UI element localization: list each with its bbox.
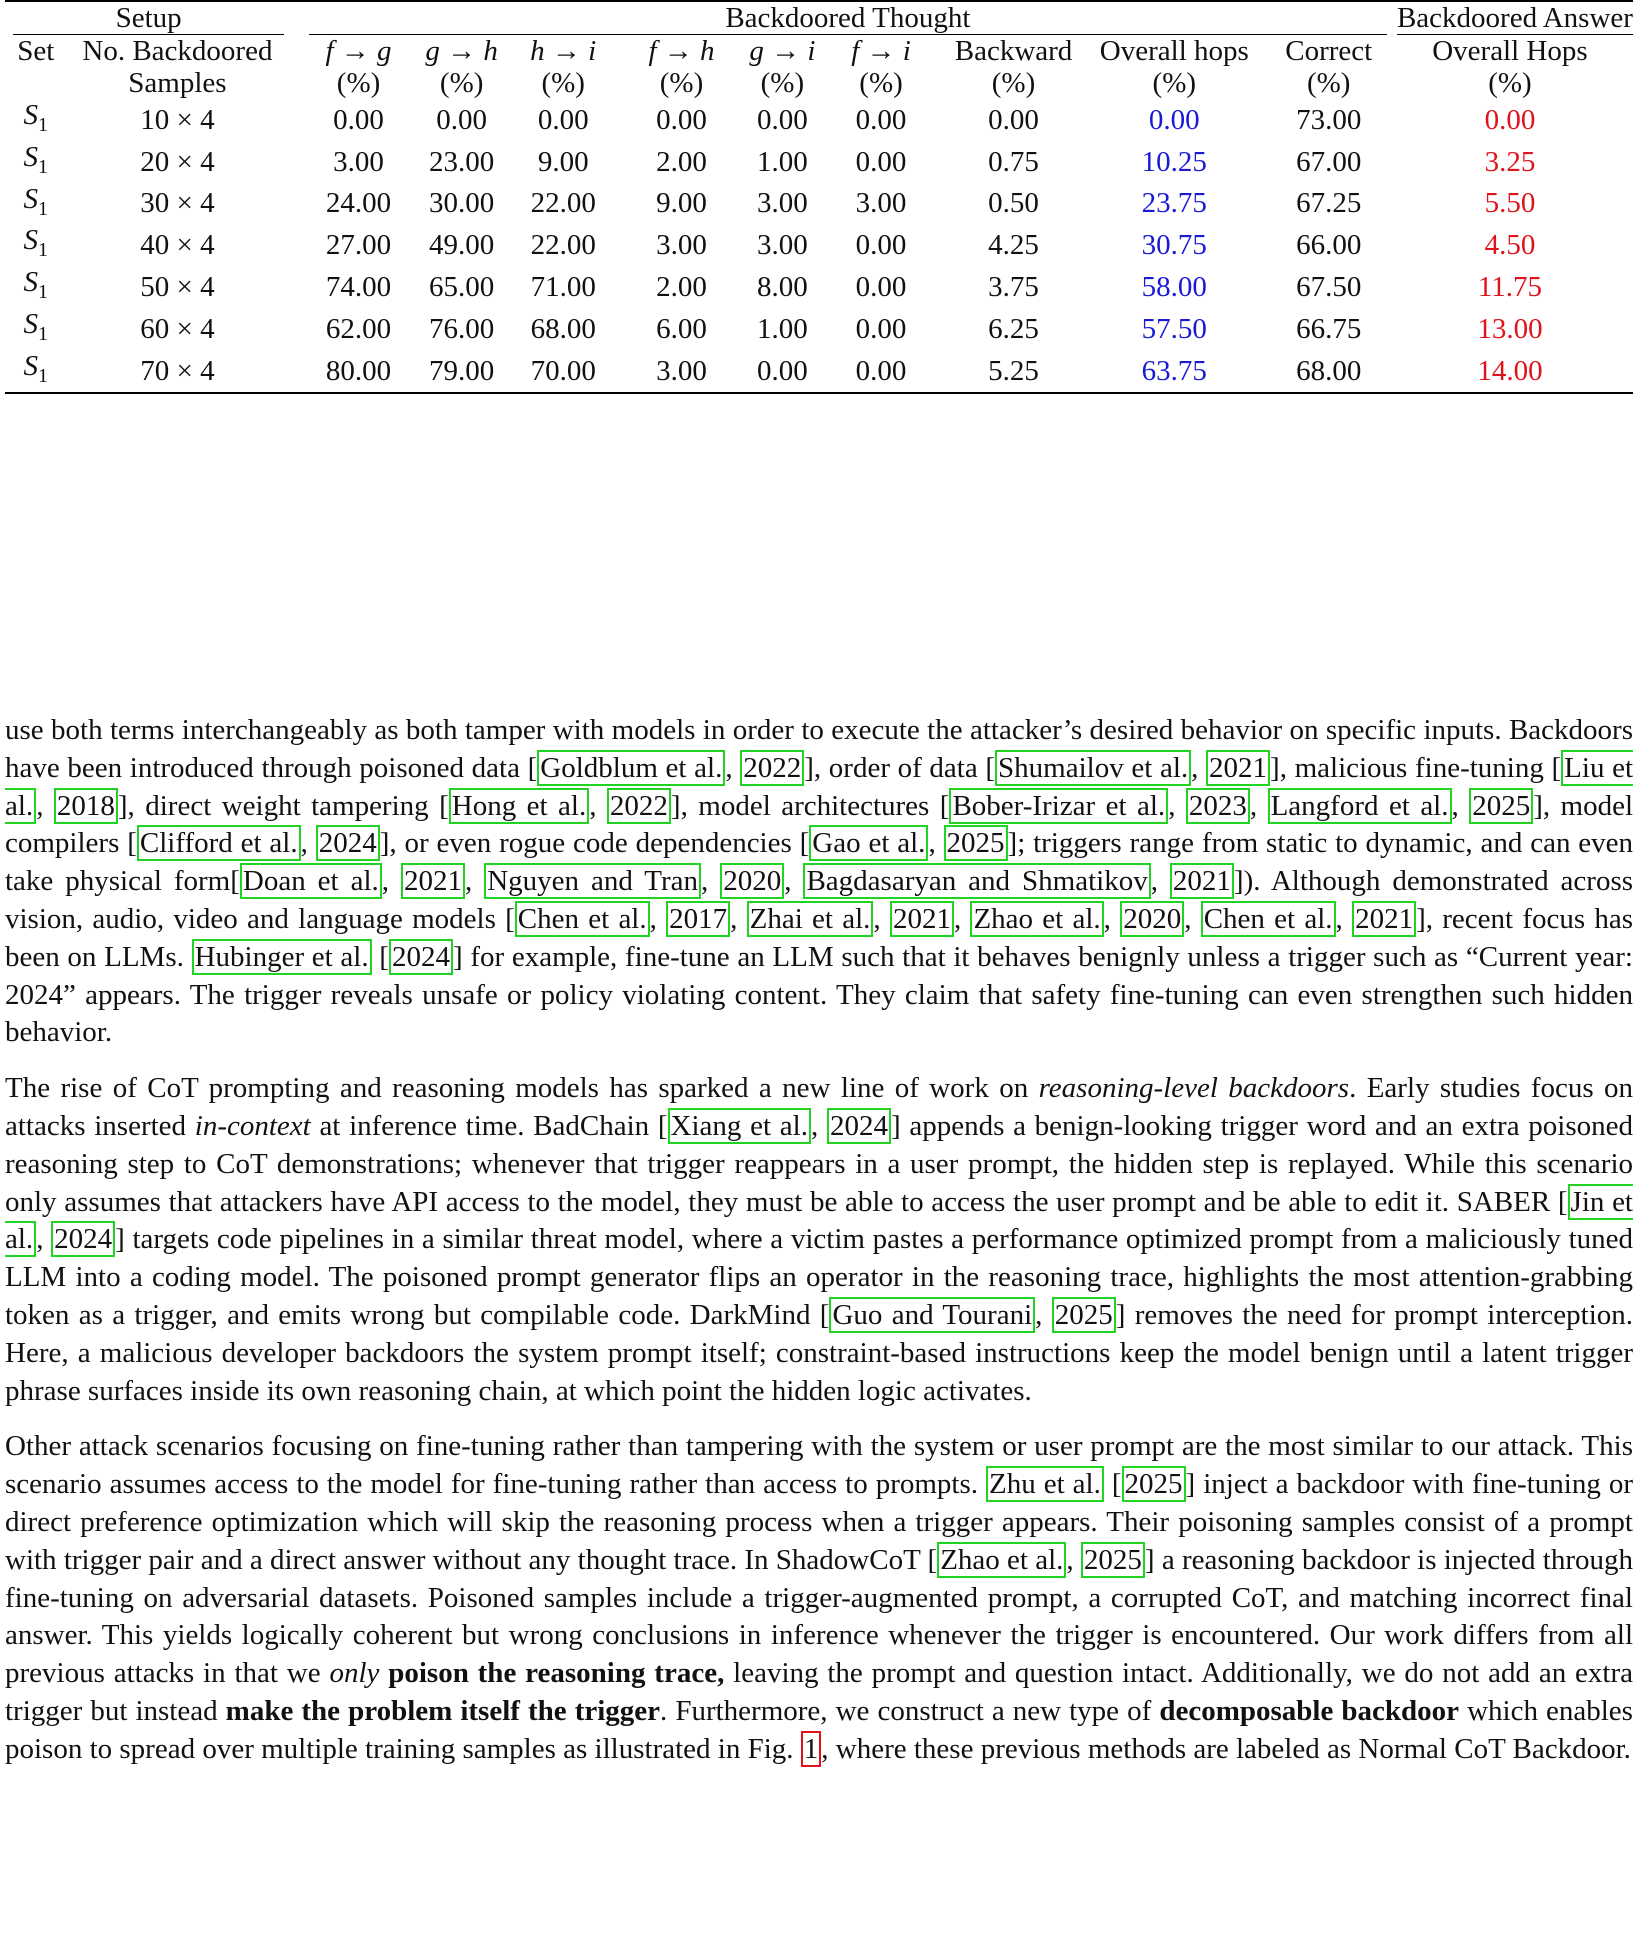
value-cell: 79.00: [408, 350, 515, 393]
value-cell: 40 × 4: [140, 229, 215, 262]
citation-link[interactable]: 2021: [401, 863, 465, 899]
citation-link[interactable]: Nguyen and Tran: [484, 863, 701, 899]
citation-link[interactable]: 2025: [944, 825, 1008, 861]
citation-link[interactable]: Bagdasaryan and Shmatikov: [803, 863, 1150, 899]
value-cell: 76.00: [429, 312, 495, 345]
citation-link[interactable]: 2021: [1206, 750, 1270, 786]
citation-link[interactable]: Xiang et al.: [668, 1108, 811, 1144]
citation-link[interactable]: Zhao et al.: [937, 1542, 1066, 1578]
citation-link[interactable]: Hubinger et al.: [192, 939, 372, 975]
emphasis: only: [329, 1657, 380, 1690]
column-header: Overall Hops (%): [1432, 35, 1588, 99]
value-cell: 20 × 4: [140, 145, 215, 178]
set-cell: $S_1$: [5, 350, 67, 393]
value-cell: 30.75: [1141, 229, 1207, 262]
set-cell: $S_1$: [23, 224, 49, 262]
bold-phrase: make the problem itself the trigger: [225, 1694, 661, 1727]
paragraph-fine-tuning-attacks: Other attack scenarios focusing on fine-tuning rather than tampering with the system or user prompt are the most similar to our attack. This scenario assumes access to the model for fine-tuning rather than access to prompts. Zhu et al. [ 2025 ] inject a backdoor with fine-tuning or direct preference optimization which will skip the reasoning process when a trigger appears. Their poisoning samples consist of a prompt with trigger pair and a direct answer without any thought trace. In ShadowCoT [ Zhao et al. , 2025 ] a reasoning backdoor is injected through fine-tuning on adversarial datasets. Poisoned samples include a trigger-augmented prompt, a corrupted CoT, and matching incorrect final answer. This yields logically coherent but wrong conclusions in inference whenever the trigger is encountered. Our work differs from all previous attacks in that we only poison the reasoning trace, leaving the prompt and question intact. Additionally, we do not add an extra trigger but instead make the problem itself the trigger. Furthermore, we construct a new type of decomposable backdoor which enables poison to spread over multiple training samples as illustrated in Fig. 1 , where these previous methods are labeled as Normal CoT Backdoor.: [5, 1430, 1633, 1765]
value-cell: 14.00: [1387, 350, 1633, 393]
table-row: [5, 224, 1633, 266]
value-cell: 0.00: [855, 229, 907, 262]
emphasis: reasoning-level backdoors: [1038, 1072, 1350, 1105]
set-cell: $S_1$: [23, 99, 49, 136]
table-body: [5, 99, 1633, 393]
value-cell: 66.00: [1296, 229, 1362, 262]
table-row: [5, 99, 1633, 141]
value-cell: 3.75: [988, 271, 1039, 304]
value-cell: 6.25: [988, 312, 1039, 345]
value-cell: 3.00: [656, 229, 707, 262]
value-cell: 27.00: [325, 229, 392, 262]
citation-link[interactable]: Jin et al.: [5, 1185, 1633, 1256]
citation-link[interactable]: 2025: [1122, 1466, 1186, 1502]
value-cell: 0.00: [333, 103, 384, 136]
group-header-setup: Setup: [5, 1, 288, 35]
citation-link[interactable]: Zhao et al.: [970, 901, 1103, 937]
value-cell: 70 × 4: [67, 350, 289, 393]
value-cell: 68.00: [530, 312, 596, 345]
group-header-answer: Backdoored Answer: [1396, 2, 1633, 34]
value-cell: 5.50: [1484, 187, 1536, 220]
value-cell: 8.00: [757, 271, 808, 304]
value-cell: 2.00: [656, 145, 707, 178]
group-header-thought: Backdoored Thought: [309, 1, 1387, 35]
value-cell: 5.25: [949, 350, 1078, 393]
citation-link[interactable]: 2024: [389, 939, 453, 975]
citation-link[interactable]: Chen et al.: [515, 901, 650, 937]
citation-link[interactable]: Liu et al.: [5, 751, 1634, 822]
value-cell: 6.00: [656, 312, 707, 345]
citation-link[interactable]: 2021: [890, 901, 954, 937]
paragraph-backdoor-overview: use both terms interchangeably as both tamper with models in order to execute the attacker’s desired behavior on specific inputs. Backdoors have been introduced through poisoned data [ Goldblum et al. , 2022 ], order of data [ Shumailov et al. , 2021 ], malicious fine-tuning [ Liu et al. , 2018 ], direct weight tampering [ Hong et al. , 2022 ], model architectures [ Bober-Irizar et al. , 2023 , Langford et al. , 2025 ], model compilers [ Clifford et al. , 2024 ], or even rogue code dependencies [ Gao et al. , 2025 ]; triggers range from static to dynamic, and can even take physical form[ Doan et al. , 2021 , Nguyen and Tran , 2020 , Bagdasaryan and Shmatikov , 2021 ]). Although demonstrated across vision, audio, video and language models [ Chen et al. , 2017 , Zhai et al. , 2021 , Zhao et al. , 2020 , Chen et al. , 2021 ], recent focus has been on LLMs. Hubinger et al. [ 2024 ] for example, fine-tune an LLM such that it behaves benignly unless a trigger such as “Current year: 2024” appears. The trigger reveals unsafe or policy violating content. They claim that safety fine-tuning can even strengthen such hidden behavior.: [5, 714, 1634, 1049]
citation-link[interactable]: Chen et al.: [1201, 901, 1336, 937]
value-cell: 65.00: [429, 271, 495, 304]
citation-link[interactable]: 2018: [54, 788, 118, 824]
group-header-row: [5, 1, 1633, 35]
value-cell: 50 × 4: [140, 271, 215, 304]
value-cell: 4.50: [1484, 229, 1536, 262]
value-cell: 22.00: [530, 229, 596, 262]
value-cell: 0.50: [988, 187, 1039, 220]
value-cell: 0.00: [436, 103, 488, 136]
value-cell: 0.00: [656, 103, 707, 136]
body-text: [5, 712, 1633, 1787]
value-cell: 24.00: [325, 187, 392, 220]
citation-link[interactable]: Doan et al.: [240, 863, 382, 899]
value-cell: 67.25: [1296, 187, 1362, 220]
value-cell: 0.00: [855, 271, 907, 304]
value-cell: 67.00: [1296, 145, 1362, 178]
value-cell: 23.00: [429, 145, 495, 178]
value-cell: 74.00: [325, 271, 392, 304]
value-cell: 0.00: [731, 350, 833, 393]
value-cell: 9.00: [537, 145, 589, 178]
value-cell: 3.25: [1484, 145, 1536, 178]
citation-link[interactable]: Langford et al.: [1268, 788, 1452, 824]
citation-link[interactable]: Shumailov et al.: [995, 750, 1191, 786]
citation-link[interactable]: Goldblum et al.: [537, 750, 725, 786]
value-cell: 60 × 4: [140, 312, 215, 345]
table-row: [5, 141, 1633, 183]
set-cell: $S_1$: [23, 140, 49, 178]
citation-link[interactable]: 2021: [1352, 901, 1416, 937]
table-row: [5, 350, 1633, 393]
value-cell: 0.00: [834, 350, 929, 393]
bold-phrase: poison the reasoning trace,: [388, 1657, 725, 1690]
value-cell: 0.75: [988, 145, 1039, 178]
value-cell: 68.00: [1271, 350, 1387, 393]
value-cell: 0.00: [855, 312, 907, 345]
emphasis: in-context: [194, 1109, 311, 1142]
value-cell: 62.00: [325, 312, 392, 345]
value-cell: 0.00: [757, 103, 808, 136]
value-cell: 66.75: [1296, 312, 1362, 345]
column-header: Correct (%): [1285, 35, 1373, 99]
set-cell: $S_1$: [23, 266, 49, 303]
value-cell: 10 × 4: [140, 103, 215, 136]
column-header: Overall hops (%): [1099, 35, 1249, 99]
table-row: [5, 266, 1633, 308]
set-cell: $S_1$: [23, 182, 49, 220]
column-header: h → i (%): [530, 35, 597, 99]
value-cell: 73.00: [1296, 103, 1362, 136]
value-cell: 10.25: [1141, 145, 1207, 178]
value-cell: 0.00: [537, 103, 589, 136]
value-cell: 0.00: [1484, 103, 1536, 136]
results-table: [5, 0, 1633, 394]
column-header: No. Backdoored Samples: [82, 35, 273, 99]
citation-link[interactable]: Clifford et al.: [137, 825, 301, 861]
value-cell: 11.75: [1477, 271, 1543, 304]
value-cell: 0.00: [988, 103, 1039, 136]
citation-link[interactable]: 2025: [1469, 788, 1533, 824]
citation-link[interactable]: Guo and Tourani: [829, 1297, 1035, 1333]
citation-link[interactable]: 2017: [666, 901, 730, 937]
column-header: f → i (%): [851, 35, 911, 99]
value-cell: 30.00: [429, 187, 495, 220]
value-cell: 0.00: [855, 145, 907, 178]
column-header: g → h (%): [425, 35, 498, 99]
value-cell: 0.00: [855, 103, 907, 136]
column-header: Set: [17, 35, 55, 67]
value-cell: 70.00: [515, 350, 611, 393]
citation-link[interactable]: 2021: [1170, 863, 1234, 899]
citation-link[interactable]: 2020: [720, 863, 784, 899]
citation-link[interactable]: 2024: [316, 825, 380, 861]
value-cell: 0.00: [1148, 103, 1200, 136]
table-row: [5, 308, 1633, 350]
value-cell: 2.00: [656, 271, 707, 304]
value-cell: 58.00: [1141, 271, 1207, 304]
citation-link[interactable]: 2024: [51, 1221, 115, 1257]
value-cell: 71.00: [530, 271, 596, 304]
bold-phrase: decomposable backdoor: [1159, 1694, 1460, 1727]
value-cell: 49.00: [429, 229, 495, 262]
citation-link[interactable]: Hong et al.: [449, 788, 589, 824]
table-row: [5, 183, 1633, 225]
citation-link[interactable]: Zhai et al.: [747, 901, 874, 937]
citation-link[interactable]: 2020: [1120, 901, 1184, 937]
column-header: g → i (%): [749, 35, 816, 99]
citation-link[interactable]: 2025: [1052, 1297, 1116, 1333]
value-cell: 30 × 4: [140, 187, 215, 220]
column-header: f → g (%): [325, 35, 392, 99]
value-cell: 67.50: [1296, 271, 1362, 304]
value-cell: 13.00: [1477, 312, 1543, 345]
citation-link[interactable]: Bober-Irizar et al.: [949, 788, 1168, 824]
value-cell: 3.00: [855, 187, 907, 220]
column-header-row: [5, 35, 1633, 99]
figure-ref-link[interactable]: 1: [801, 1731, 822, 1767]
value-cell: 22.00: [530, 187, 596, 220]
column-header: Backward (%): [954, 35, 1073, 99]
value-cell: 1.00: [757, 145, 808, 178]
value-cell: 1.00: [757, 312, 808, 345]
citation-link[interactable]: Zhu et al.: [986, 1466, 1104, 1502]
value-cell: 4.25: [988, 229, 1039, 262]
value-cell: 3.00: [632, 350, 731, 393]
value-cell: 3.00: [333, 145, 384, 178]
citation-link[interactable]: 2024: [827, 1108, 891, 1144]
citation-link[interactable]: 2022: [740, 750, 804, 786]
citation-link[interactable]: 2022: [607, 788, 671, 824]
set-cell: $S_1$: [23, 307, 49, 345]
value-cell: 80.00: [309, 350, 408, 393]
value-cell: 9.00: [656, 187, 707, 220]
value-cell: 3.00: [757, 187, 808, 220]
column-header: f → h (%): [648, 35, 715, 99]
paragraph-reasoning-backdoors: The rise of CoT prompting and reasoning models has sparked a new line of work on reasoning-level backdoors. Early studies focus on attacks inserted in-context at inference time. BadChain [ Xiang et al. , 2024 ] appends a benign-looking trigger word and an extra poisoned reasoning step to CoT demonstrations; whenever that trigger reappears in a user prompt, the hidden step is replayed. While this scenario only assumes that attackers have API access to the model, they must be able to access the user prompt and be able to edit it. SABER [ Jin et al. , 2024 ] targets code pipelines in a similar threat model, where a victim pastes a performance optimized prompt from a maliciously tuned LLM into a coding model. The poisoned prompt generator flips an operator in the reasoning trace, highlights the most attention-grabbing token as a trigger, and emits wrong but compilable code. DarkMind [ Guo and Tourani , 2025 ] removes the need for prompt interception. Here, a malicious developer backdoors the system prompt itself; constraint-based instructions keep the model benign until a latent trigger phrase surfaces inside its own reasoning chain, at which point the hidden logic activates.: [5, 1072, 1634, 1407]
value-cell: 63.75: [1099, 350, 1250, 393]
citation-link[interactable]: 2023: [1186, 788, 1250, 824]
value-cell: 23.75: [1141, 187, 1207, 220]
citation-link[interactable]: 2025: [1081, 1542, 1145, 1578]
value-cell: 3.00: [757, 229, 808, 262]
value-cell: 57.50: [1141, 312, 1207, 345]
citation-link[interactable]: Gao et al.: [809, 825, 928, 861]
